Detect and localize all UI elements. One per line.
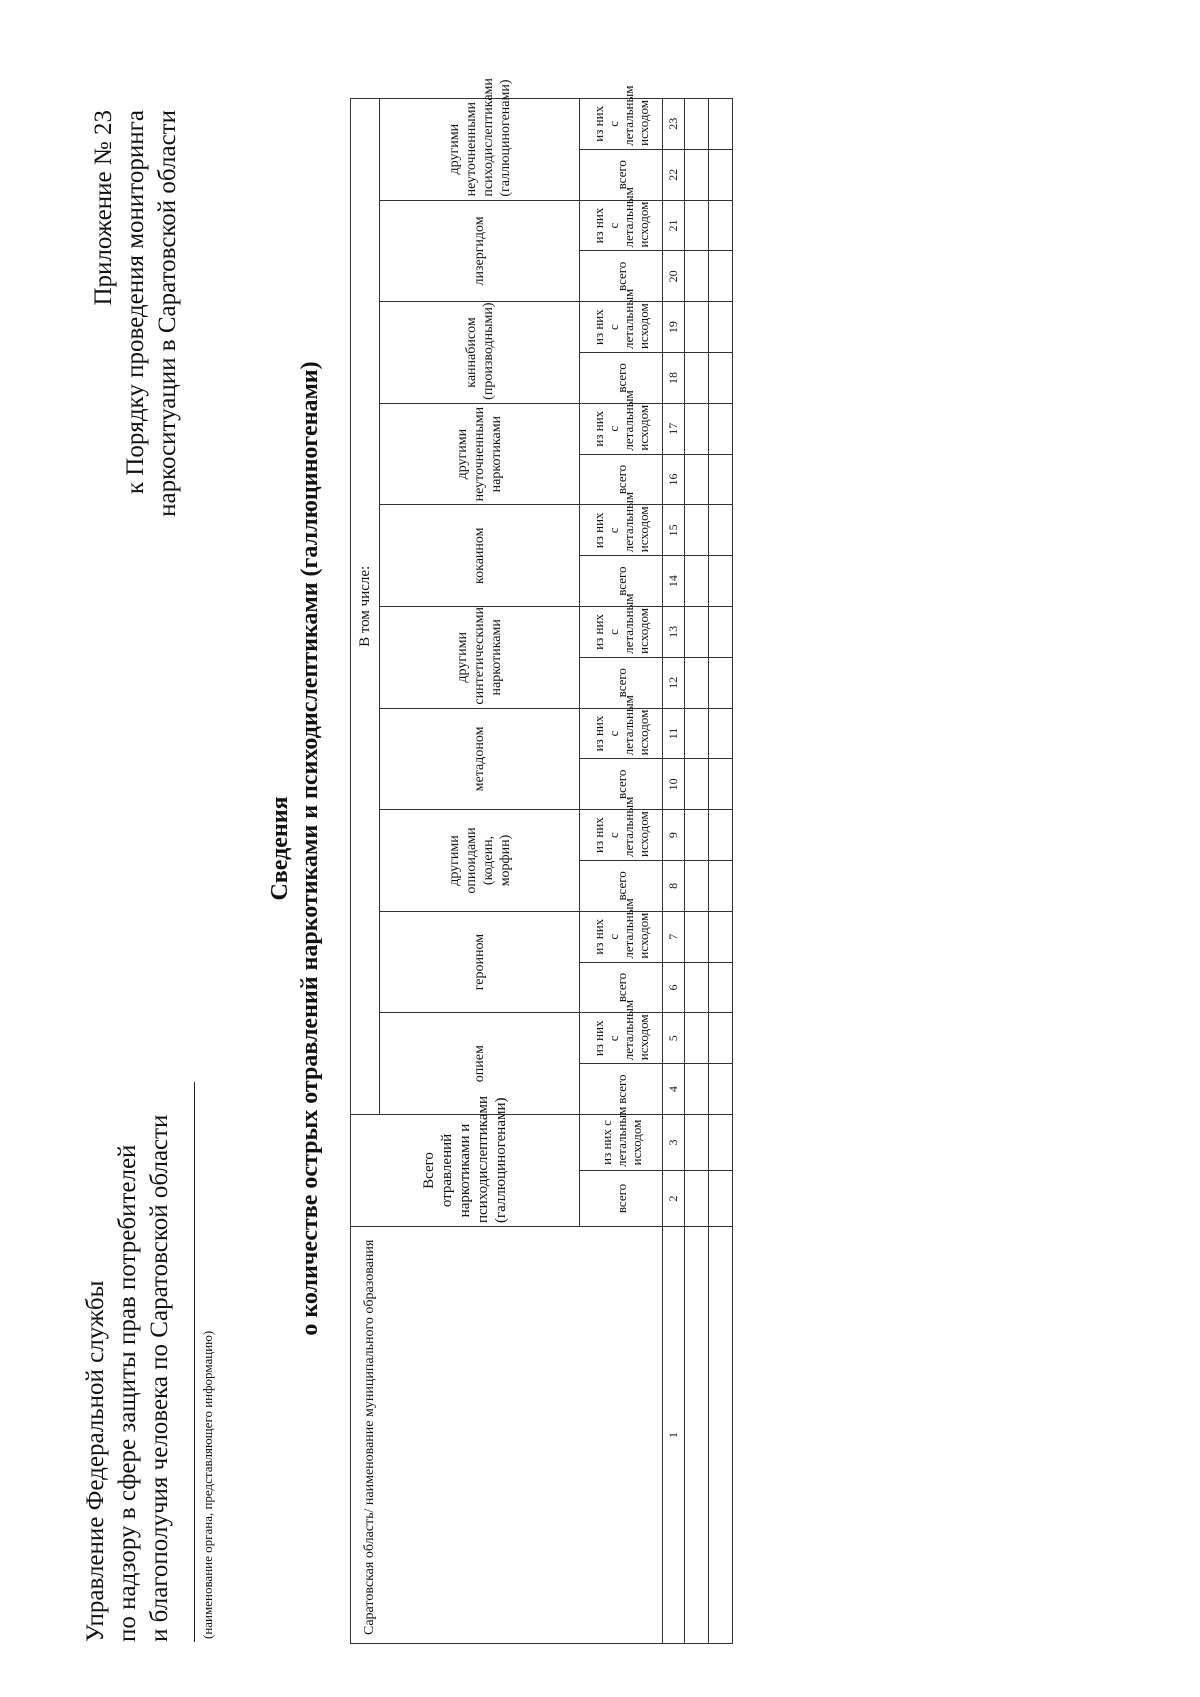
org-caption: (наименование органа, представляющего информацию) — [200, 1330, 215, 1639]
subgroup-header: метадоном — [380, 708, 580, 810]
column-number-cell: 7 — [663, 911, 685, 962]
column-number-cell: 4 — [663, 1064, 685, 1115]
subgroup-header: другими неуточненными наркотиками — [380, 403, 580, 505]
report-table — [350, 78, 733, 1644]
table-cell[interactable] — [709, 607, 733, 658]
sub-header-all: всего — [580, 454, 663, 505]
table-cell[interactable] — [709, 556, 733, 607]
table-cell[interactable] — [685, 911, 709, 962]
org-line: и благополучия человека по Саратовской области — [146, 1114, 173, 1642]
sub-header-lethal: из них с летальным исходом — [580, 505, 663, 556]
table-cell[interactable] — [685, 505, 709, 556]
table-cell[interactable] — [709, 911, 733, 962]
subgroup-header: другими синтетическими наркотиками — [380, 607, 580, 709]
column-number-cell: 16 — [663, 454, 685, 505]
appendix-line: к Порядку проведения мониторинга — [122, 110, 149, 495]
column-number-cell: 22 — [663, 149, 685, 200]
table-cell[interactable] — [685, 200, 709, 251]
sub-header-all: всего — [580, 149, 663, 200]
table-cell[interactable] — [709, 962, 733, 1013]
column-number-cell: 23 — [663, 98, 685, 149]
table-cell[interactable] — [709, 1171, 733, 1227]
table-cell[interactable] — [685, 556, 709, 607]
table-cell[interactable] — [685, 607, 709, 658]
sub-header-lethal: из них с летальным исходом — [580, 708, 663, 759]
sub-header-lethal: из них с летальным исходом — [580, 403, 663, 454]
sub-header-all: всего — [580, 1171, 663, 1227]
table-cell[interactable] — [685, 1064, 709, 1115]
subgroup-header: другими неуточненными психодислептиками (галлюциногенами) — [380, 98, 580, 200]
table-cell[interactable] — [709, 1227, 733, 1644]
sub-header-all: всего — [580, 556, 663, 607]
table-cell[interactable] — [685, 861, 709, 912]
column-number-cell: 9 — [663, 810, 685, 861]
table-cell[interactable] — [709, 302, 733, 353]
table-cell[interactable] — [685, 251, 709, 302]
table-cell[interactable] — [709, 759, 733, 810]
sub-header-lethal: из них с летальным исходом — [580, 1114, 663, 1170]
column-number-row — [663, 98, 685, 1643]
table-cell[interactable] — [709, 454, 733, 505]
table-cell[interactable] — [709, 353, 733, 404]
sub-header-lethal: из них с летальным исходом — [580, 911, 663, 962]
column-number-cell: 11 — [663, 708, 685, 759]
table-cell[interactable] — [709, 861, 733, 912]
document-title — [265, 0, 325, 1697]
table-cell[interactable] — [709, 200, 733, 251]
sub-header-all: всего — [580, 251, 663, 302]
table-cell[interactable] — [709, 403, 733, 454]
table-cell[interactable] — [685, 657, 709, 708]
region-column-header: Саратовская область/ наименование муниципального образования — [351, 1227, 663, 1644]
table-cell[interactable] — [685, 149, 709, 200]
table-cell[interactable] — [685, 708, 709, 759]
including-header: В том числе: — [351, 98, 380, 1114]
title-heading: Сведения — [267, 796, 293, 901]
column-number-cell: 19 — [663, 302, 685, 353]
table-cell[interactable] — [709, 1064, 733, 1115]
table-cell[interactable] — [685, 1013, 709, 1064]
table-cell[interactable] — [709, 708, 733, 759]
sub-header-all: всего — [580, 759, 663, 810]
sub-header-lethal: из них с летальным исходом — [580, 607, 663, 658]
column-number-cell: 12 — [663, 657, 685, 708]
subgroup-header: лизергидом — [380, 200, 580, 302]
table-cell[interactable] — [685, 1114, 709, 1170]
table-cell[interactable] — [709, 810, 733, 861]
appendix-line: наркоситуации в Саратовской области — [154, 110, 181, 517]
column-number-cell: 15 — [663, 505, 685, 556]
table-cell[interactable] — [709, 98, 733, 149]
sub-header-all: всего — [580, 1064, 663, 1115]
column-number-cell: 18 — [663, 353, 685, 404]
column-number-cell: 6 — [663, 962, 685, 1013]
org-line: Управление Федеральной службы — [82, 1280, 109, 1642]
table-cell[interactable] — [685, 403, 709, 454]
sub-header-lethal: из них с летальным исходом — [580, 810, 663, 861]
organization-name — [80, 1042, 176, 1642]
sub-header-all: всего — [580, 657, 663, 708]
sub-header-all: всего — [580, 962, 663, 1013]
org-line: по надзору в сфере защиты прав потребителей — [114, 1144, 141, 1642]
column-number-cell: 14 — [663, 556, 685, 607]
table-cell[interactable] — [685, 353, 709, 404]
table-cell[interactable] — [685, 302, 709, 353]
column-number-cell: 5 — [663, 1013, 685, 1064]
sub-header-all: всего — [580, 353, 663, 404]
table-cell[interactable] — [685, 454, 709, 505]
column-number-cell: 1 — [663, 1227, 685, 1644]
table-cell[interactable] — [685, 98, 709, 149]
table-cell[interactable] — [709, 1013, 733, 1064]
column-number-cell: 8 — [663, 861, 685, 912]
table-cell[interactable] — [709, 149, 733, 200]
header-row-1 — [351, 98, 380, 1643]
column-number-cell: 20 — [663, 251, 685, 302]
table-row — [685, 98, 709, 1643]
subgroup-header: героином — [380, 911, 580, 1013]
subgroup-header: кокаином — [380, 505, 580, 607]
title-subheading: о количестве острых отравлений наркотиками и психодислептиками (галлюциногенами) — [297, 361, 323, 1336]
table-cell[interactable] — [709, 1114, 733, 1170]
subgroup-header: каннабисом (производными) — [380, 302, 580, 404]
table-cell[interactable] — [709, 657, 733, 708]
column-number-cell: 21 — [663, 200, 685, 251]
column-number-cell: 3 — [663, 1114, 685, 1170]
table-cell[interactable] — [685, 962, 709, 1013]
total-column-header: Всего отравлений наркотиками и психодислептиками (галлюциногенами) — [351, 1114, 580, 1226]
column-number-cell: 2 — [663, 1171, 685, 1227]
table-cell[interactable] — [685, 1171, 709, 1227]
sub-header-lethal: из них с летальным исходом — [580, 302, 663, 353]
sub-header-lethal: из них с летальным исходом — [580, 200, 663, 251]
table-cell[interactable] — [685, 1227, 709, 1644]
column-number-cell: 17 — [663, 403, 685, 454]
table-cell[interactable] — [709, 251, 733, 302]
sub-header-all: всего — [580, 861, 663, 912]
appendix-note — [88, 110, 184, 670]
table-cell[interactable] — [685, 759, 709, 810]
org-underline — [194, 1082, 195, 1642]
sub-header-lethal: из них с летальным исходом — [580, 98, 663, 149]
table-row — [709, 98, 733, 1643]
appendix-line: Приложение № 23 — [90, 110, 117, 306]
subgroup-header: другими опиоидами (кодеин, морфин) — [380, 810, 580, 912]
table-cell[interactable] — [709, 505, 733, 556]
column-number-cell: 10 — [663, 759, 685, 810]
column-number-cell: 13 — [663, 607, 685, 658]
subgroup-header: опием — [380, 1013, 580, 1115]
table-cell[interactable] — [685, 810, 709, 861]
sub-header-lethal: из них с летальным исходом — [580, 1013, 663, 1064]
